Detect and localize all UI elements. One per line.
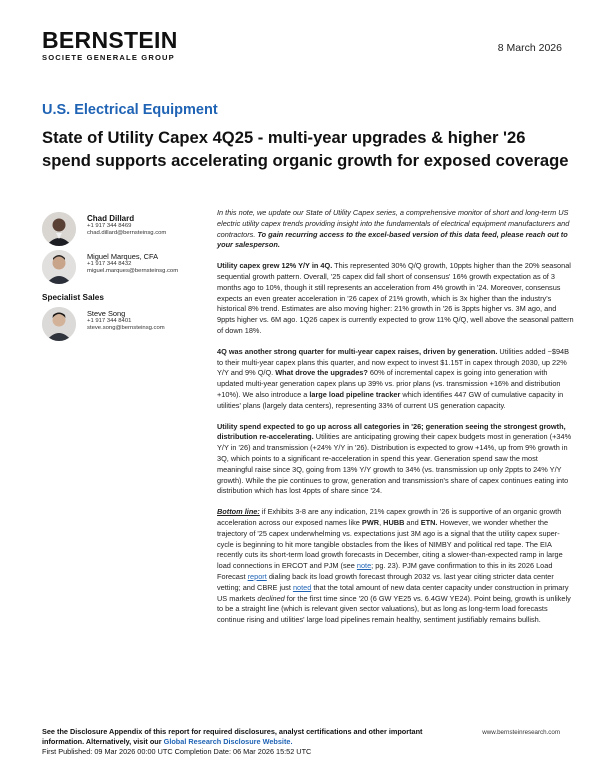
- ticker-pwr: PWR: [361, 517, 380, 527]
- specialist-email[interactable]: steve.song@bernsteinsg.com: [87, 325, 165, 332]
- disclosure-website-link[interactable]: Global Research Disclosure Website.: [163, 736, 293, 746]
- ticker-etn: ETN.: [420, 517, 438, 527]
- disclosure-footer: See the Disclosure Appendix of this report for required disclosures, analyst certifications and other important information. Alternatively, visit our Global Research Disclosure Website. First Published: 09 Mar 2026 00:00 UTC Completion Date: 06 Mar 2026 15:52 UTC: [42, 727, 442, 756]
- report-body: [217, 208, 575, 636]
- report-link[interactable]: report: [247, 571, 267, 581]
- analyst-name: Chad Dillard: [87, 214, 135, 223]
- website-url[interactable]: www.bernsteinresearch.com: [482, 729, 560, 736]
- analyst-email[interactable]: chad.dillard@bernsteinsg.com: [87, 230, 167, 237]
- intro-paragraph: In this note, we update our State of Utility Capex series, a comprehensive monitor of short and long-term US electric utility capex trends providing insight into the fundamentals of electrical equipment manufacturers and contractors. To gain recurring access to the excel-based version of this data feed, please reach out to your salesperson.: [217, 208, 570, 250]
- spend-categories-paragraph: Utility spend expected to go up across all categories in '26; generation seeing the strongest growth, distribution re-accelerating. Utilities are anticipating growing their capex budgets most in generation (+34% Y/Y in '26) and transmission (+24% Y/Y in '26). Distribution is expected to grow +14%, up from 9% growth in 3Q, which points to a significant re-acceleration in spend this year. Generation spend saw the most meaningful raise since 3Q, going from 13% Y/Y growth to 34% (vs. transmission up only 2ppts to 24% Y/Y growth). While the pie continues to grow, generation and transmission's share of capex continues eating into distribution which has lost 4ppts of share since '24.: [217, 421, 572, 496]
- analyst-phone: +1 917 344 8469: [87, 223, 132, 229]
- analyst-name: Miguel Marques, CFA: [87, 252, 159, 261]
- avatar: [42, 212, 76, 246]
- logo-subtitle: SOCIETE GENERALE GROUP: [42, 53, 175, 62]
- avatar: [42, 307, 76, 341]
- publish-info: First Published: 09 Mar 2026 00:00 UTC Completion Date: 06 Mar 2026 15:52 UTC: [42, 746, 312, 756]
- specialist-sales-heading: Specialist Sales: [42, 293, 104, 302]
- capex-growth-paragraph: Utility capex grew 12% Y/Y in 4Q. This represented 30% Q/Q growth, 10ppts higher than the 20% seasonal sequential growth pattern. Overall, '25 capex did fall short of consensus' 16% growth expectation as of 3 months ago to 10%, though it still represents an acceleration from 4% growth in '24. Moreover, consensus expects an even greater acceleration in '26 capex of 21% growth, which is 3x higher than the industry's historical 8% trend. Estimates are also moving higher: 21% growth in '26 is 3ppts higher vs. 3M ago, and 9ppts higher vs. 6M ago. 1Q26 capex is currently expected to grow 11% Q/Q, well above the seasonal pattern of down 18%.: [217, 261, 574, 335]
- logo-wordmark: BERNSTEIN: [42, 27, 178, 53]
- noted-link[interactable]: noted: [292, 582, 312, 592]
- report-title: State of Utility Capex 4Q25 - multi-year upgrades & higher '26 spend supports accelerating organic growth for exposed coverage: [42, 128, 569, 170]
- analyst-email[interactable]: miguel.marques@bernsteinsg.com: [87, 268, 179, 275]
- note-link[interactable]: note: [356, 561, 372, 571]
- avatar: [42, 250, 76, 284]
- analyst-phone: +1 917 344 8432: [87, 261, 132, 267]
- report-date: 8 March 2026: [497, 42, 562, 54]
- bernstein-logo: [42, 28, 178, 62]
- ticker-hubb: HUBB: [383, 517, 405, 527]
- sector-heading: U.S. Electrical Equipment: [42, 102, 218, 118]
- specialist-phone: +1 917 344 8401: [87, 318, 132, 324]
- specialist-name: Steve Song: [87, 309, 126, 318]
- capex-raises-paragraph: 4Q was another strong quarter for multi-year capex raises, driven by generation. Utilities added ~$94B to their multi-year capex plans this quarter, and now expect to invest $1.15T in capex through 2030, up 22% Y/Y and 9% Q/Q. What drove the upgrades? 60% of incremental capex is going into generation with updated multi-year generation capex plans up 39% vs. prior plans (vs. transmission +16% and distribution +10%). We also introduce a large load pipeline tracker which identifies 447 GW of cumulative capacity in utilities' plans (largely data centers), representing 33% of current US generation capacity.: [217, 346, 570, 410]
- bottom-line-paragraph: Bottom line: if Exhibits 3-8 are any indication, 21% capex growth in '26 is supportive of an organic growth acceleration across our exposed names like PWR, HUBB and ETN. However, we wonder whether the trajectory of '25 capex underwhelming vs. expectations just 3M ago is a signal that the utility capex super-cycle is beginning to hit more tangible obstacles from the likes of NIMBY and political red tape. The EIA recently cuts its short-term load growth forecasts in December, citing a slower-than-expected ramp in large load connections in ERCOT and PJM (see note; pg. 23). PJM gave confirmation to this in its 2026 Load Forecast report dialing back its load growth forecast through 2032 vs. last year citing stricter data center vetting; and CBRE just noted that the total amount of new data center capacity under construction in primary US markets declined for the first time since '20 (6 GW YE25 vs. 6.4GW YE24). Point being, growth is unlikely to be a straight line (which is relevant given sector valuations), but as long as long-term load forecasts continue rising and utilities' large load pipelines remain healthy, sentiment justifiably remains bullish.: [217, 507, 571, 625]
